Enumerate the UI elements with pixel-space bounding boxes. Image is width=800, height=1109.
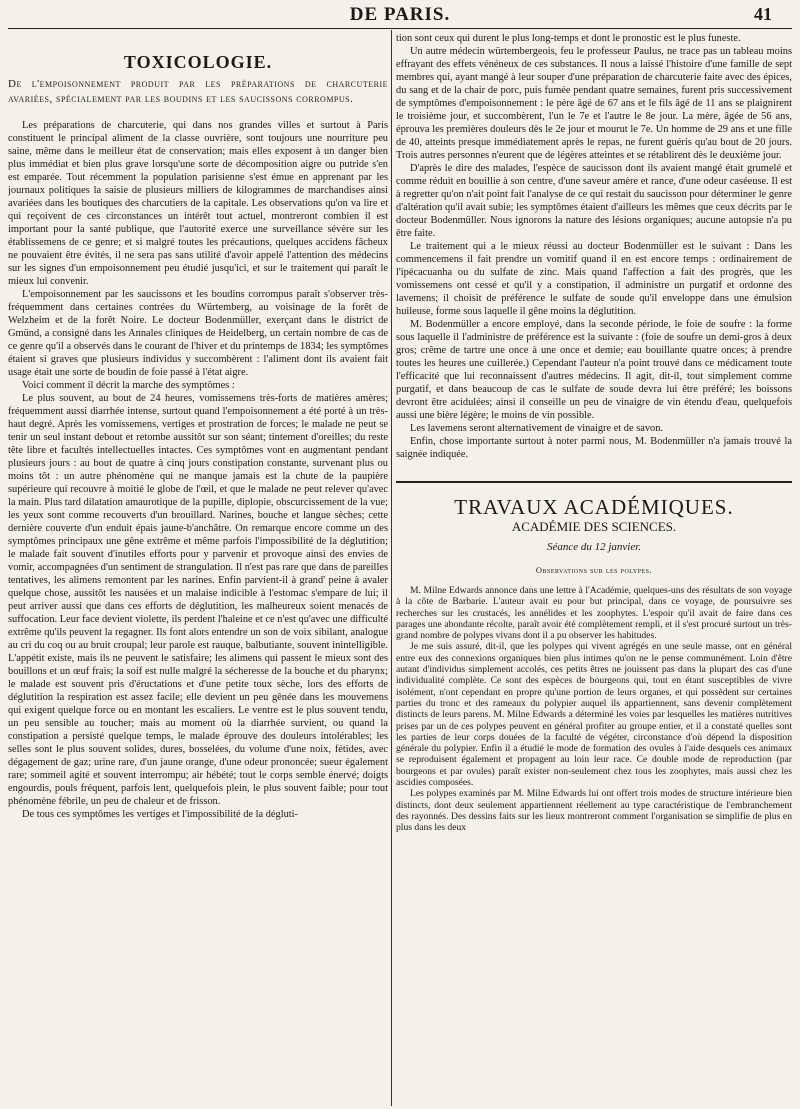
paragraph: Enfin, chose importante surtout à noter parmi nous, M. Bodenmüller n'a jamais trouvé la saignée indiquée.: [396, 436, 792, 460]
academy-report: [396, 585, 792, 834]
paragraph: D'après le dire des malades, l'espèce de saucisson dont ils avaient mangé était grumelé et comme réduit en bouillie à son centre, d'une saveur amère et rance, d'une odeur caséeuse. Il est à regretter qu'on n'ait point fait l'analyse de ce qui restait du saucisson pour déterminer le genre d'altération qu'il avait subie; les symptômes étaient d'ailleurs les mêmes que ceux décrits par le docteur Bodenmüller. Nous ignorons la nature des lésions organiques; aucune autopsie n'a pu être faite.: [396, 163, 792, 239]
section-title-toxicologie: TOXICOLOGIE.: [123, 52, 273, 72]
header-rule: [8, 28, 792, 29]
paragraph: tion sont ceux qui durent le plus long-temps et dont le pronostic est le plus funeste.: [396, 33, 741, 44]
paragraph: Les lavemens seront alternativement de vinaigre et de savon.: [410, 423, 664, 434]
running-title: DE PARIS.: [349, 4, 451, 25]
paragraph: Voici comment il décrit la marche des symptômes :: [22, 380, 235, 391]
observations-heading: Observations sur les polypes.: [535, 565, 653, 575]
section-title-travaux: TRAVAUX ACADÉMIQUES.: [454, 495, 734, 519]
column-divider: [391, 30, 392, 1106]
paragraph: L'empoisonnement par les saucissons et les boudins corrompus paraît s'observer très-fréquemment dans certaines contrées du Würtemberg, au voisinage de la forêt de Welzheim et de la forêt Noire. Le docteur Bodenmüller, exerçant dans le district de Gmünd, a consigné dans les Annales cliniques de Heidelberg, un certain nombre de cas de ce genre qu'il a observés dans le courant de l'hiver et du printemps de 1834; les symptômes étaient si graves que plusieurs individus y succombèrent : l'aliment dont ils avaient fait usage était une sorte de boudin de foie passé à l'état aigre.: [8, 289, 388, 378]
paragraph: M. Bodenmüller a encore employé, dans la seconde période, le foie de soufre : la forme sous laquelle il l'administre de préférence est la suivante : (foie de soufre un demi-gros à deux gros; crême de tartre une once à une once et demie; eau bouillante quatre onces; à prendre toutes les heures une cuillerée.) Cependant l'auteur n'a point trouvé dans ce médicament toute l'efficacité que lui reconnaissent d'autres médecins. Il agit, dit-il, tout simplement comme purgatif, et dans beaucoup de cas le sulfate de soude devra lui être préféré; les boissons devront être acidulées; ainsi il conseille un peu de vinaigre de vin étendu d'eau, quelquefois aussi une bière légère; le moins de vin possible.: [396, 319, 792, 421]
paragraph: Les préparations de charcuterie, qui dans nos grandes villes et surtout à Paris constituent le principal aliment de la classe ouvrière, sont toujours une nourriture peu saine, même dans le meilleur état de conservation; mais elles exposent à un danger bien plus immédiat et bien plus grave lorsqu'une sorte de décomposition aigre ou putride s'en est emparée. Tout récemment la population parisienne s'est émue en apprenant par les journaux politiques la saisie de plusieurs milliers de kilogrammes de marchandises ainsi avariées dans les boutiques des charcutiers de la capitale. Les observations qu'on va lire et qui reçoivent de ces circonstances un intérêt tout actuel, montreront combien il est important pour la santé publique, que l'autorité exerce une surveillance sévère sur les établissemens de ce genre; et si malgré toutes les précautions, quelques accidens fâcheux ne pouvaient être évités, il ne sera pas sans utilité d'avoir appelé l'attention des médecins sur les signes d'un empoisonnement peu étudié jusqu'ici, et sur le traitement qui paraît le mieux lui convenir.: [8, 120, 388, 287]
right-column: [396, 32, 792, 1104]
paragraph: Un autre médecin würtembergeois, feu le professeur Paulus, ne trace pas un tableau moins effrayant des effets vénéneux de ces substances. Il nous a laissé l'histoire d'une famille de sept membres qui, ayant mangé à leur souper d'une préparation de charcuterie faite avec des épices, du sang et de la chair de porc, puis fumée pendant quatre semaines, furent pris successivement de symptômes d'empoisonnement : le père âgé de 67 ans et le fils âgé de 11 ans se plaignirent le troisième jour, et succombèrent, l'un le 7e et l'autre le 8e jour. La mère, âgée de 56 ans, éprouva les premières douleurs dès le 2e jour et mourut le 7e. Un homme de 29 ans et une fille de 40, atteints presque immédiatement après le repas, ne furent guéris qu'au bout de 20 jours. Trois autres personnes n'eurent que de légères atteintes et se rétablirent dès le deuxième jour.: [396, 46, 792, 161]
academie-heading: ACADÉMIE DES SCIENCES.: [511, 519, 677, 534]
section-rule: [396, 481, 792, 483]
paragraph: Je me suis assuré, dit-il, que les polypes qui vivent agrégés en une seule masse, ont en général entre eux des connexions organiques bien plus intimes qu'on ne le pense communément. Loin d'être autant d'individus simplement accolés, ces petits êtres ne jouissent pas dans la plupart des cas d'une individualité complète. Ce sont des espèces de bourgeons qui, tout en étant susceptibles de vivre isolément, n'ont cependant en propre qu'une portion de leurs organes, et qui possèdent sur certaines parties du tronc et des rameaux du polypier auquel ils appartiennent, sans devenir complètement distincts de leurs parens. M. Milne Edwards a déterminé les voies par lesquelles les matières nutritives prises par un de ces polypes peuvent en général profiter au groupe entier, et il a constaté quelles sont les parties de leur corps douées de la faculté de végéter, circonstance d'où dépend la disposition générale du polypier. Enfin il a étudié le mode de formation des ovules à l'aide desquels ces animaux se reproduisent également et propagent au loin leur race. Ce double mode de reproduction (par bourgeons et par ovules) paraît exister non-seulement chez tous les zoophytes, mais aussi chez les ascidies composées.: [396, 641, 792, 789]
paragraph: Les polypes examinés par M. Milne Edwards lui ont offert trois modes de structure intérieure bien distincts, dont deux seulement appartiennent réellement au type caractéristique de l'embranchement des rayonnés. Des dessins faits sur les lieux montreront comment l'organisation se simplifie de plus en plus dans les deux: [396, 788, 792, 834]
seance-date: Séance du 12 janvier.: [546, 541, 642, 553]
page-number: 41: [754, 4, 772, 24]
paragraph: Le plus souvent, au bout de 24 heures, vomissemens très-forts de matières amères; fréquemment aussi diarrhée intense, surtout quand l'empoisonnement a été porté à un très-haut degré. Après les vomissemens, vertiges et prostration de forces; le malade ne peut se tenir un seul instant debout et retombe aussitôt sur son séant; tintement d'oreilles; du reste tête libre et facultés intellectuelles intactes. Ces symptômes vont en augmentant pendant plusieurs jours : au bout de quatre à cinq jours constipation constante, survenant plus ou moins tôt : un autre phénomène qui ne manque jamais est la chute de la paupière supérieure qui recouvre à moitié le globe de l'œil, et que le malade ne peut relever qu'avec la main. Plus tard dilatation amaurotique de la pupille, diplopie, obscurcissement de la vue; les yeux sont comme recouverts d'un brouillard. Narines, bouche et langue sèches; cette dernière couverte d'un enduit épais jaune-b'anchâtre. On remarque encore comme un des symptômes principaux une gêne extrême et même parfois l'impossibilité de la déglutition; le malade fait souvent d'inutiles efforts pour y parvenir et provoque ainsi des envies de vomir, accompagnées d'un sentiment de strangulation. Il n'est pas rare que dans de pareilles tentatives, les alimens remontent par les narines. Enfin parvient-il à grand' peine à avaler quelque chose, aussitôt les nausées et un malaise indicible à l'estomac s'empare de lui; il peut arriver aussi que dans ces efforts de déglutition, les malheureux soient menacés de suffocation. Leur face devient violette, ils perdent l'haleine et ce n'est qu'avec une difficulté extrême qu'ils peuvent la regagner. Ils font alors entendre un son de voix sibilant, analogue au cri du coq ou au bruit croupal; leur parole est rauque, balbutiante, souvent inintelligible. L'appétit existe, mais ils ne peuvent le satisfaire; les alimens qui passent le mieux sont des bouillons et un œuf frais; la soif est nulle malgré la sécheresse de la bouche et du pharynx; le malade est souvent pris d'éructations et d'une petite toux sèche, lors des efforts de déglutition la respiration est assez facile; elle devient un peu gênée dans les mouvemens qui exigent quelque force ou en montant les escaliers. Le ventre est le plus souvent tendu, un peu sensible au toucher; mais au moment où la diarrhée survient, ou quand la constipation a persisté quelque temps, le malade éprouve des douleurs intolérables; les selles sont le plus souvent solides, dures, bosselées, du volume d'une noix, fétides, avec dégagement de gaz; urine rare, d'un jaune orange, d'une odeur prononcée; sueur également rare; sommeil agité et souvent interrompu; air hébété; tout le corps semble énervé; doigts engourdis, pouls fréquent, parfois lent, quelquefois plein, le plus souvent faible; pour tout phénomène fébrile, un peu de chaleur et de frisson.: [8, 393, 388, 807]
left-column: [8, 32, 388, 1104]
paragraph: De tous ces symptômes les vertiges et l'impossibilité de la dégluti-: [22, 809, 299, 820]
page-header: [0, 0, 800, 30]
article-subheading: De l'empoisonnement produit par les préparations de charcuterie avariées, spécialement par les boudins et les saucissons corrompus.: [8, 78, 388, 105]
paragraph: Le traitement qui a le mieux réussi au docteur Bodenmüller est le suivant : Dans les commencemens il fait prendre un vomitif quand il en est encore temps : ordinairement de l'ipécacuanha ou du sulfate de zinc. Mais quand l'affection a fait des progrès, que les vomissemens ont cessé et qu'il y a constipation, il administre un purgatif et ordonne des lavemens; il choisit de préférence le sulfate de soude qu'il enveloppe dans une émulsion huileuse, forme sous laquelle il gêne moins la déglutition.: [396, 241, 792, 317]
paragraph: M. Milne Edwards annonce dans une lettre à l'Académie, quelques-uns des résultats de son voyage à la côte de Barbarie. L'auteur avait eu pour but principal, dans ce voyage, de poursuivre ses recherches sur les crustacés, les annélides et les zoophytes. L'espoir qu'il avait de faire dans ces parages une abondante récolte, paraît avoir été complètement rempli, et il s'est procuré surtout un très-grand nombre de polypes vivans dont il a pu observer les habitudes.: [396, 585, 792, 642]
